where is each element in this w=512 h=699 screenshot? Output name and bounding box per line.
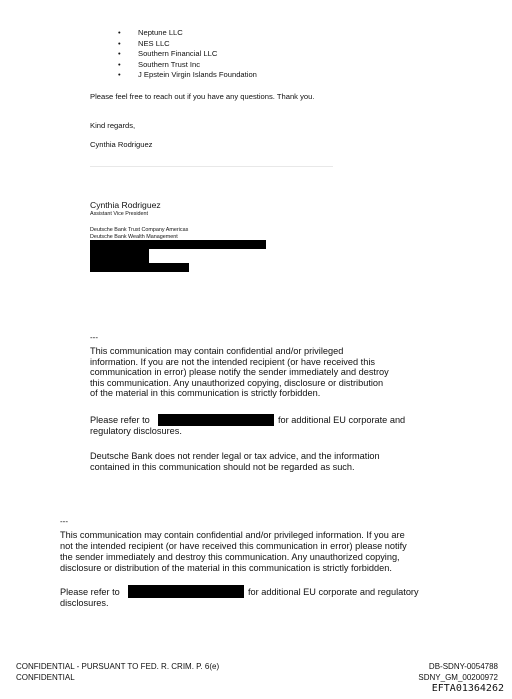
refer-line-2: regulatory disclosures. [90,426,182,436]
signature-company-2: Deutsche Bank Wealth Management [90,234,178,240]
closing-text: Kind regards, [90,121,136,130]
footer-sdny-id: SDNY_GM_00200972 [418,673,498,682]
disclaimer-paragraph: This communication may contain confidential and/or privileged information. If you are not the intended recipient (or have received this communication in error) please notify the sender immediately and destroy this communication. Any unauthorized copying, disclosure or distribution of the material in this communication is strictly forbidden. [60,530,407,573]
signature-divider [90,166,333,167]
footer-doc-id: DB-SDNY-0054788 [428,662,498,671]
list-item: • Southern Financial LLC [118,49,218,59]
redaction-block [90,263,189,272]
signature-title: Assistant Vice President [90,211,149,217]
reach-out-text: Please feel free to reach out if you have any questions. Thank you. [90,92,315,101]
list-item: • J Epstein Virgin Islands Foundation [118,70,257,80]
entity-list [118,28,257,81]
bullet: • [118,28,121,37]
list-item: • NES LLC [118,38,170,48]
refer-prefix: Please refer to [90,415,150,425]
redaction-block [90,249,149,264]
redaction-block [128,585,244,598]
disclaimer-paragraph: This communication may contain confidential and/or privileged information. If you are not the intended recipient (or have received this communication in error) please notify the sender immediately and destroy this communication. Any unauthorized copying, disclosure or distribution of the material in this communication is strictly forbidden. [90,346,389,399]
signature-company-1: Deutsche Bank Trust Company Americas [90,227,189,233]
refer-suffix: for additional EU corporate and [278,415,406,425]
refer-suffix: for additional EU corporate and regulatory [248,587,419,597]
separator: --- [90,333,98,342]
list-item: • Neptune LLC [118,28,183,37]
signature-name: Cynthia Rodriguez [90,200,161,210]
footer-confidential-rule: CONFIDENTIAL - PURSUANT TO FED. R. CRIM. P. 6(e) [16,662,220,671]
refer-line-2: disclosures. [60,598,109,608]
redaction-block [158,414,274,426]
bullet: • [118,38,121,48]
bates-number: EFTA01364262 [431,683,504,694]
bullet: • [118,59,121,69]
refer-prefix: Please refer to [60,587,120,597]
bullet: • [118,49,121,59]
closing-name: Cynthia Rodriguez [90,140,153,149]
separator: --- [60,517,68,526]
bullet: • [118,70,121,80]
redaction-block [90,240,266,249]
legal-notice: Deutsche Bank does not render legal or tax advice, and the information contained in this communication should not be regarded as such. [90,451,380,472]
list-item: • Southern Trust Inc [118,59,201,69]
footer-confidential: CONFIDENTIAL [16,673,75,682]
